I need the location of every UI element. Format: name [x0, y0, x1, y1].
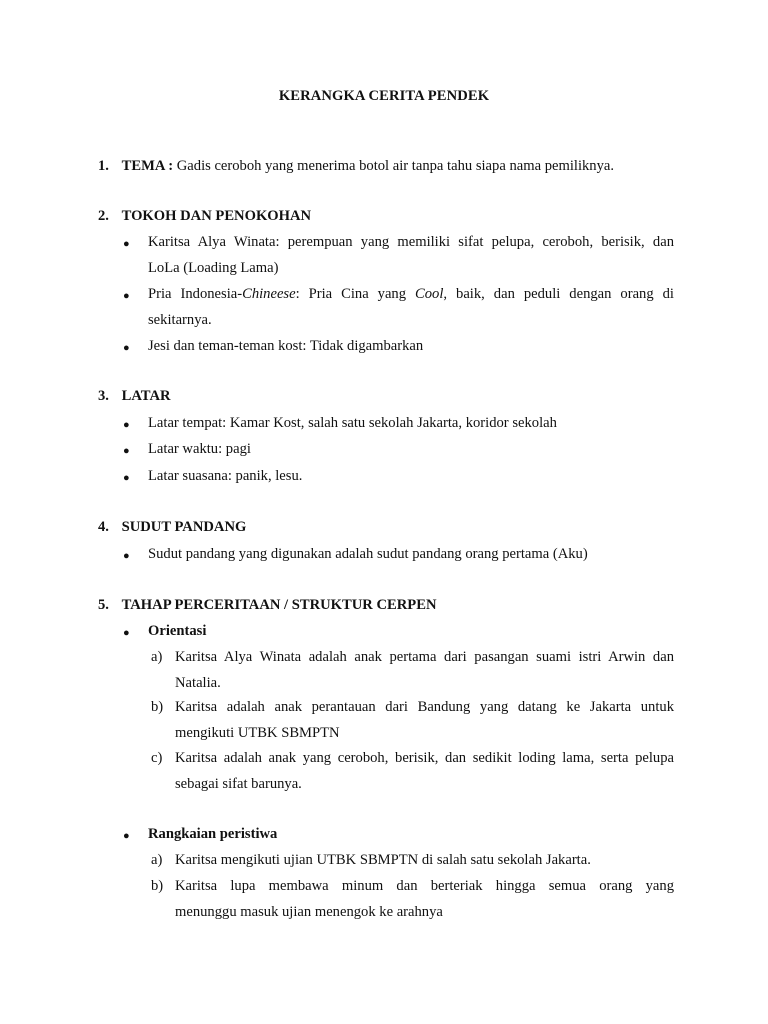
section-2-bullet-2-line-1: [148, 285, 674, 303]
section-4-bullet-1: Sudut pandang yang digunakan adalah sudut pandang orang pertama (Aku): [148, 546, 588, 562]
section-4-heading: [98, 518, 246, 536]
section-5-heading: [98, 596, 437, 614]
bullet-icon: ●: [123, 830, 130, 842]
bullet-icon: ●: [123, 290, 130, 302]
orientasi-c-line-2: sebagai sifat barunya.: [175, 776, 302, 792]
section-2-bullet-3: Jesi dan teman-teman kost: Tidak digambarkan: [148, 338, 424, 354]
rangkaian-a-marker: a): [151, 852, 163, 868]
section-2-number: 2.: [98, 208, 109, 224]
section-5-label: TAHAP PERCERITAAN / STRUKTUR CERPEN: [121, 597, 437, 613]
text-run: : Pria Cina yang: [295, 286, 416, 302]
italic-run: Cool: [415, 286, 444, 302]
section-3-bullet-1: Latar tempat: Kamar Kost, salah satu sekolah Jakarta, koridor sekolah: [148, 415, 557, 431]
orientasi-b-line-2: mengikuti UTBK SBMPTN: [175, 725, 340, 741]
orientasi-c-line-1: Karitsa adalah anak yang ceroboh, berisik, dan sedikit loding lama, serta pelupa: [175, 750, 674, 766]
section-3-heading: [98, 387, 171, 405]
section-4-number: 4.: [98, 519, 109, 535]
section-1-number: 1.: [98, 158, 109, 174]
orientasi-a-marker: a): [151, 649, 163, 665]
orientasi-heading: [148, 622, 206, 640]
bullet-icon: ●: [123, 238, 130, 250]
bullet-icon: ●: [123, 550, 130, 562]
rangkaian-a-line: Karitsa mengikuti ujian UTBK SBMPTN di salah satu sekolah Jakarta.: [175, 852, 591, 868]
bullet-icon: ●: [123, 342, 130, 354]
bullet-icon: ●: [123, 419, 130, 431]
section-3-number: 3.: [98, 388, 109, 404]
text-run: , baik, dan peduli dengan orang di: [443, 286, 674, 302]
section-2-heading: [98, 207, 311, 225]
rangkaian-heading: [148, 825, 277, 843]
orientasi-label: Orientasi: [148, 623, 207, 639]
document-title: KERANGKA CERITA PENDEK: [278, 88, 490, 104]
section-1: [98, 157, 614, 175]
section-3-bullet-2: Latar waktu: pagi: [148, 441, 251, 457]
orientasi-b-marker: b): [151, 699, 164, 715]
orientasi-a-line-2: Natalia.: [175, 675, 221, 691]
section-1-text: Gadis ceroboh yang menerima botol air tanpa tahu siapa nama pemiliknya.: [176, 158, 615, 174]
bullet-icon: ●: [123, 472, 130, 484]
orientasi-a-line-1: Karitsa Alya Winata adalah anak pertama dari pasangan suami istri Arwin dan: [175, 649, 674, 665]
rangkaian-b-line-2: menunggu masuk ujian menengok ke arahnya: [175, 904, 443, 920]
orientasi-b-line-1: Karitsa adalah anak perantauan dari Bandung yang datang ke Jakarta untuk: [175, 699, 674, 715]
section-1-label: TEMA :: [121, 158, 174, 174]
section-2-label: TOKOH DAN PENOKOHAN: [121, 208, 312, 224]
section-2-bullet-2-line-2: sekitarnya.: [148, 312, 212, 328]
italic-run: Chineese: [242, 286, 296, 302]
rangkaian-b-marker: b): [151, 878, 164, 894]
section-2-bullet-1-line-1: Karitsa Alya Winata: perempuan yang memiliki sifat pelupa, ceroboh, berisik, dan: [148, 234, 674, 250]
section-5-number: 5.: [98, 597, 109, 613]
orientasi-c-marker: c): [151, 750, 163, 766]
rangkaian-label: Rangkaian peristiwa: [148, 826, 278, 842]
text-run: Pria Indonesia-: [148, 286, 243, 302]
bullet-icon: ●: [123, 445, 130, 457]
bullet-icon: ●: [123, 627, 130, 639]
section-3-bullet-3: Latar suasana: panik, lesu.: [148, 468, 303, 484]
section-2-bullet-1-line-2: LoLa (Loading Lama): [148, 260, 279, 276]
section-3-label: LATAR: [121, 388, 171, 404]
section-4-label: SUDUT PANDANG: [121, 519, 247, 535]
rangkaian-b-line-1: Karitsa lupa membawa minum dan berteriak hingga semua orang yang: [175, 878, 674, 894]
